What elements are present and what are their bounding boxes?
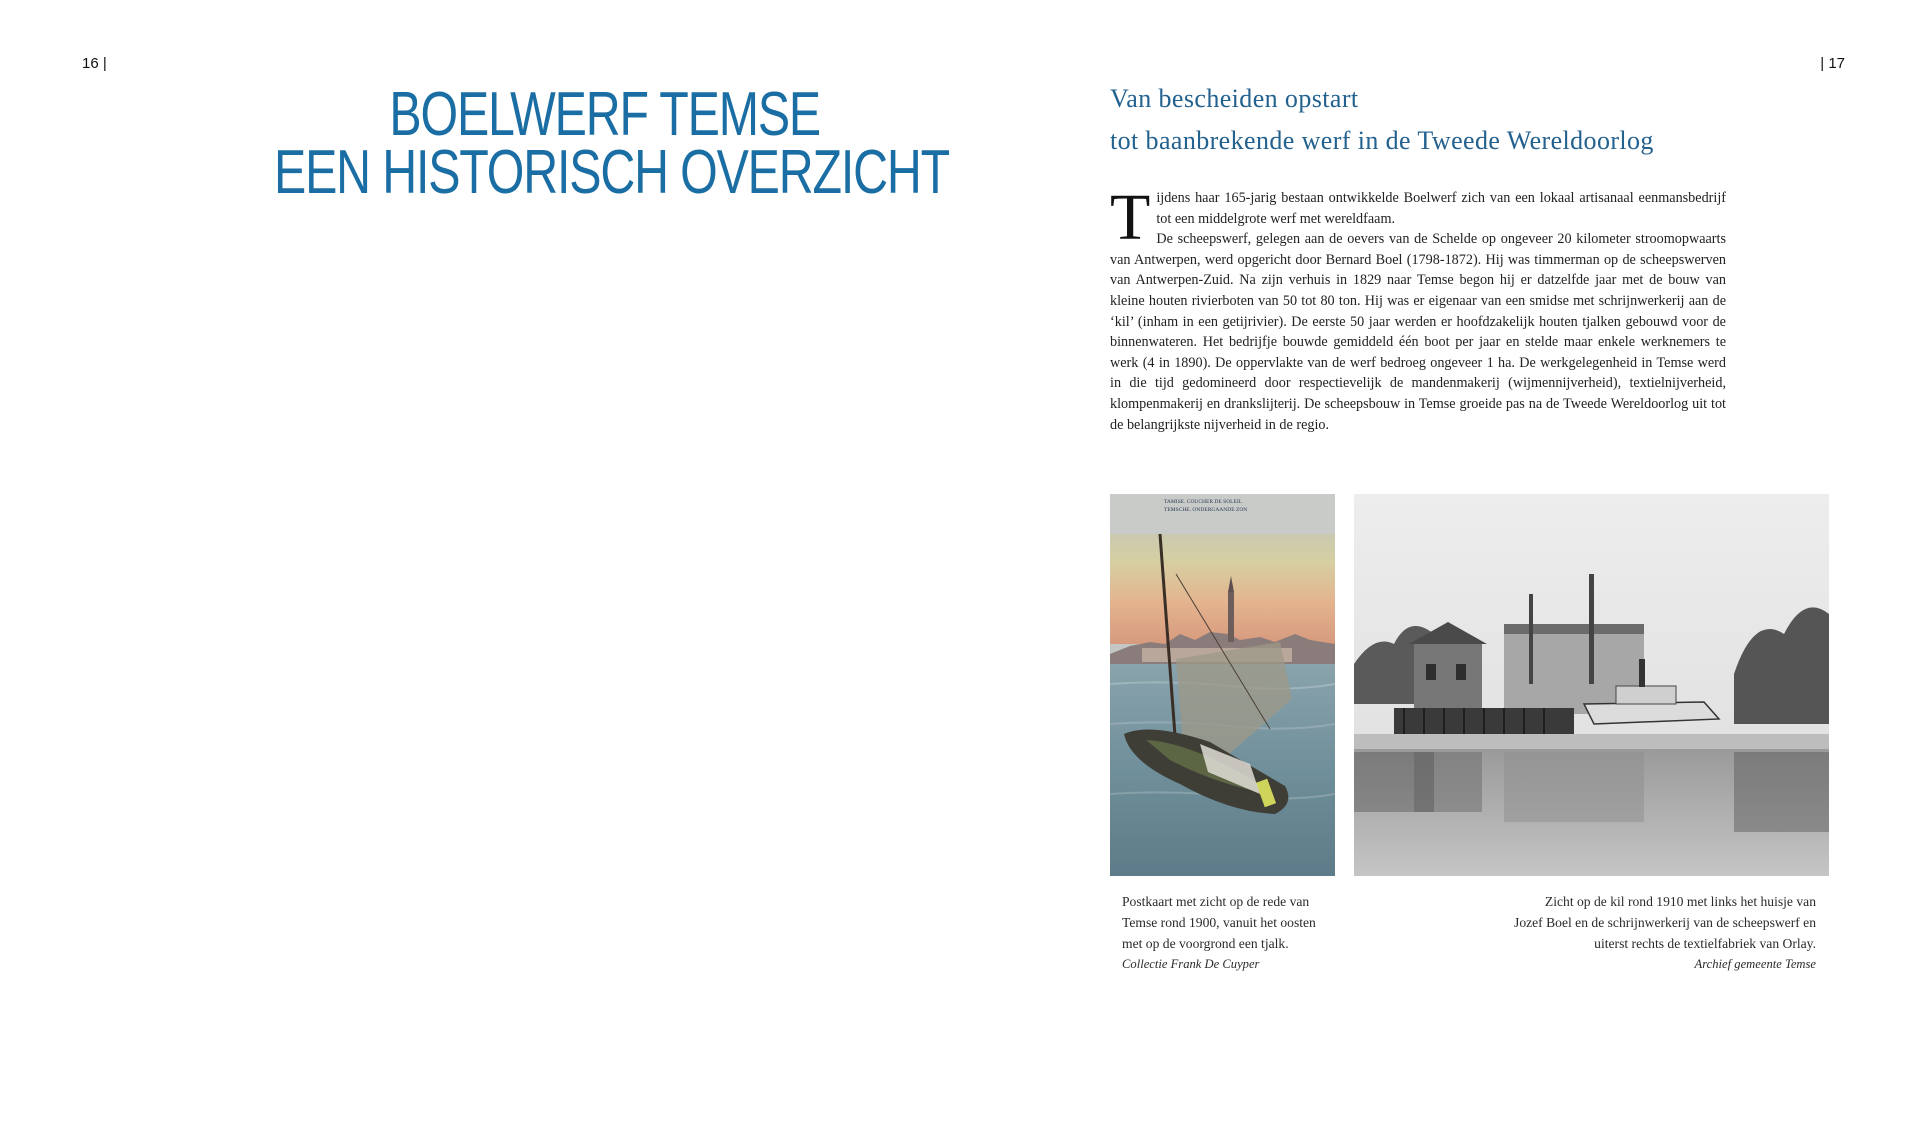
chapter-title-line-1: BOELWERF TEMSE bbox=[389, 80, 820, 149]
body-paragraph-1-text: ijdens haar 165-jarig bestaan ontwikkelde Boelwerf zich van een lokaal artisanaal eenmansbedrijf tot een middelgrote werf met wereldfaam. bbox=[1156, 190, 1726, 227]
postcard-image bbox=[1110, 494, 1335, 876]
body-paragraph-2: De scheepswerf, gelegen aan de oevers van de Schelde op ongeveer 20 kilometer stroomopwaarts van Antwerpen, werd opgericht door Bernard Boel (1798-1872). Hij was timmerman op de scheepswerven van Antwerpen-Zuid. Na zijn verhuis in 1829 naar Temse begon hij er datzelfde jaar met de bouw van kleine houten rivierboten van 50 tot 80 ton. Hij was er eigenaar van een smidse met schrijnwerkerij aan de ‘kil’ (inham in een getijrivier). De eerste 50 jaar werden er hoofdzakelijk houten tjalken gebouwd voor de binnenwateren. Het bedrijfje bouwde gemiddeld één boot per jaar en stelde maar enkele werknemers te werk (4 in 1890). De oppervlakte van de werf bedroeg ongeveer 1 ha. De werkgelegenheid in Temse werd in die tijd gedomineerd door respectievelijk de mandenmakerij (wijmennijverheid), textielnijverheid, klompenmakerij en drankslijterij. De scheepsbouw in Temse groeide pas na de Tweede Wereldoorlog uit tot de belangrijkste nijverheid in de regio. bbox=[1110, 231, 1726, 433]
caption-postcard-line-1: Postkaart met zicht op de rede van bbox=[1122, 894, 1310, 909]
body-paragraph-1 bbox=[1110, 181, 1726, 254]
caption-postcard-line-3: met op de voorgrond een tjalk. bbox=[1122, 936, 1289, 951]
kil-image bbox=[1354, 494, 1829, 876]
kil-photo bbox=[1354, 494, 1829, 876]
caption-kil-line-1: Zicht op de kil rond 1910 met links het huisje van bbox=[1544, 894, 1816, 909]
caption-kil-line-3: uiterst rechts de textielfabriek van Orlay. bbox=[1594, 936, 1816, 951]
chapter-title bbox=[274, 80, 950, 207]
chapter-title-line-2: EEN HISTORISCH OVERZICHT bbox=[274, 138, 950, 207]
postcard-print-line-2: TEMSCHE. ONDERGAANDE ZON bbox=[1164, 507, 1248, 513]
caption-postcard bbox=[1122, 891, 1342, 975]
drop-cap: T bbox=[1110, 181, 1151, 254]
section-subtitle bbox=[1110, 78, 1654, 162]
section-subtitle-line-1: Van bescheiden opstart bbox=[1110, 84, 1359, 113]
caption-postcard-line-2: Temse rond 1900, vanuit het oosten bbox=[1122, 915, 1316, 930]
page-number-left: 16 | bbox=[82, 55, 107, 72]
postcard-photo bbox=[1110, 494, 1335, 876]
page-number-right: | 17 bbox=[1820, 55, 1845, 72]
caption-kil-line-2: Jozef Boel en de schrijnwerkerij van de scheepswerf en bbox=[1514, 915, 1816, 930]
caption-postcard-credit: Collectie Frank De Cuyper bbox=[1122, 957, 1260, 971]
body-text bbox=[1110, 181, 1726, 435]
caption-kil-credit: Archief gemeente Temse bbox=[1694, 957, 1816, 971]
caption-kil bbox=[1430, 891, 1816, 975]
section-subtitle-line-2: tot baanbrekende werf in de Tweede Wereldoorlog bbox=[1110, 126, 1654, 155]
postcard-print-line-1: TAMISE. COUCHER DE SOLEIL bbox=[1164, 499, 1243, 505]
